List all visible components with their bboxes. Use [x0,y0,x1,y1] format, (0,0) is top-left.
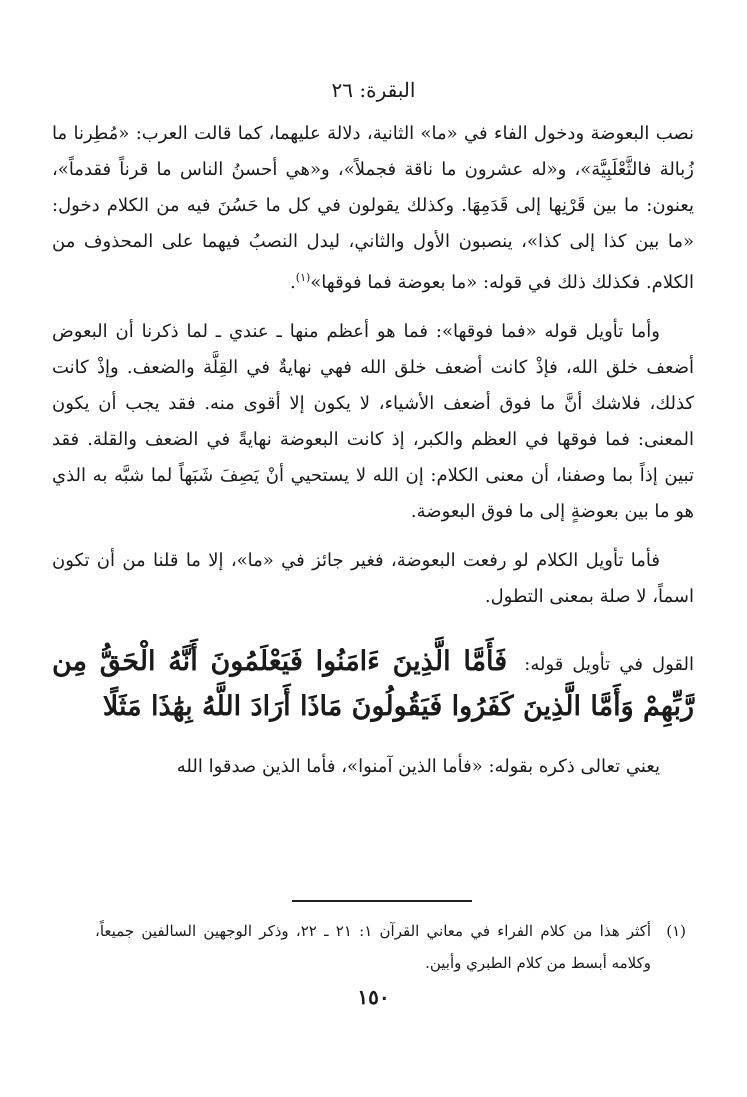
footnote [95,915,651,979]
running-title: البقرة: ٢٦ [331,78,416,102]
footnote-number-text: (١) [666,922,686,940]
paragraph-2-text: وأما تأويل قوله «فما فوقها»: فما هو أعظم منها ـ عندي ـ لما ذكرنا أن البعوض أضعف خلق الله، فإذْ كانت أضعف خلق الله فهي نهايةٌ في القِلَّة والضعف. وإذْ كانت كذلك، فلاشك أنَّ ما فوق أضعف الأشياء، لا يكون إلا أقوى منه. فقد يجب أن يكون المعنى: فما فوقها في العظم والكبر، إذ كانت البعوضة نهايةً في الضعف والقلة. فقد تبين إذاً بما وصفنا، أن معنى الكلام: إن الله لا يستحيي أنْ يَصِفَ شَبَهاً لما شبَّه به الذي هو ما بين بعوضةٍ إلى ما فوق البعوضة. [52,321,694,522]
paragraph-1 [52,116,694,301]
main-text [52,116,694,785]
paragraph-4-text: يعني تعالى ذكره بقوله: «فأما الذين آمنوا»، فأما الذين صدقوا الله [176,756,660,777]
paragraph-4 [52,749,694,785]
paragraph-1-end: . [290,272,296,293]
verse-section [52,641,694,731]
paragraph-3-text: فأما تأويل الكلام لو رفعت البعوضة، فغير جائز في «ما»، إلا ما قلنا من أن تكون اسماً، لا صلة بمعنى التطول. [52,550,694,607]
paragraph-2 [52,314,694,530]
paragraph-3 [52,543,694,615]
footnote-divider [292,900,472,902]
footnote-number [666,915,686,947]
footnote-reference[interactable]: (١) [295,271,311,284]
footnote-text: أكثر هذا من كلام الفراء في معاني القرآن ١: ٢١ ـ ٢٢، وذكر الوجهين السالفين جميعاً، وكلامه أبسط من كلام الطبري وأبين. [95,922,651,972]
paragraph-1-text: نصب البعوضة ودخول الفاء في «ما» الثانية، دلالة عليهما، كما قالت العرب: «مُطِرنا ما زُبالة فالثَّعْلَبِيَّة»، و«له عشرون ما ناقة فجملاً»، و«هي أحسنُ الناس ما قرناً فقدماً»، يعنون: ما بين قَرْنِها إلى قَدَمِهَا. وكذلك يقولون في كل ما حَسُنَ فيه من الكلام دخول: «ما بين كذا إلى كذا»، ينصبون الأول والثاني، ليدل النصبُ فيهما على المحذوف من الكلام. فكذلك ذلك في قوله: «ما بعوضة فما فوقها» [52,123,694,293]
quran-verse: فَأَمَّا الَّذِينَ ءَامَنُوا فَيَعْلَمُونَ أَنَّهُ الْحَقُّ مِن رَّبِّهِمْ وَأَمَّا الَّذِينَ كَفَرُوا فَيَقُولُونَ مَاذَا أَرَادَ اللَّهُ بِهَٰذَا مَثَلًا [52,646,694,722]
running-header [0,76,747,104]
verse-intro: القول في تأويل قوله: [524,654,694,675]
page-number-text: ١٥٠ [357,985,390,1009]
page-number [0,985,747,1009]
